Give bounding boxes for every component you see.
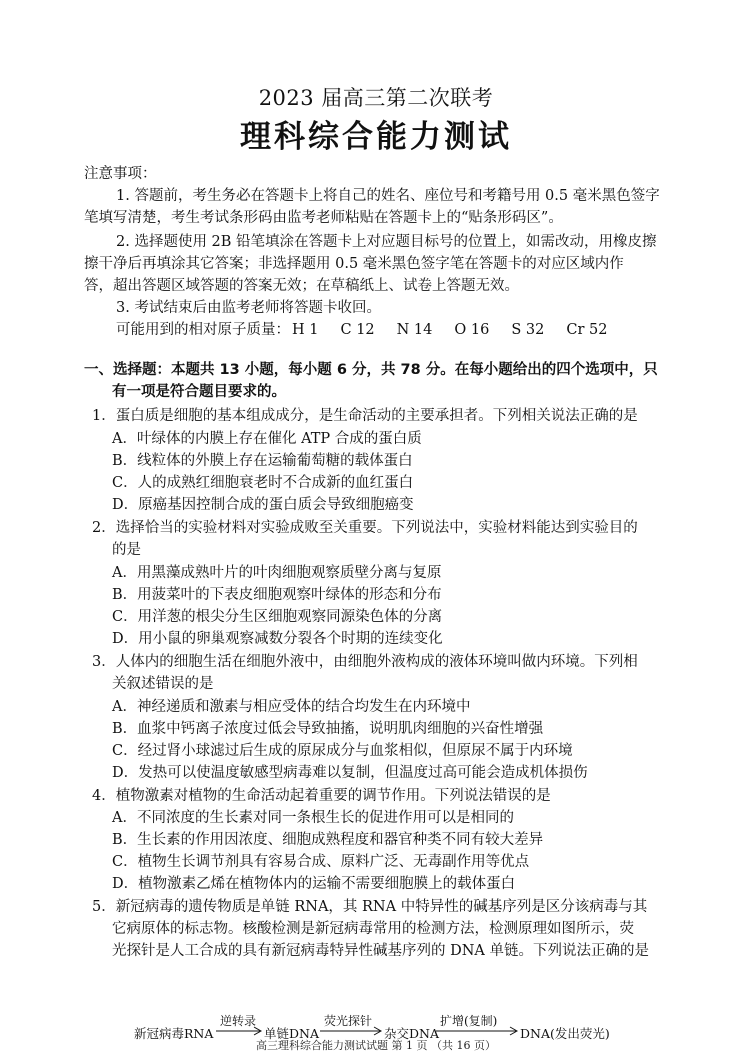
option: C．植物生长调节剂具有容易合成、原料广泛、无毒副作用等优点 bbox=[112, 854, 530, 870]
notes-line: 答，超出答题区域答题的答案无效；在草稿纸上、试卷上答题无效。 bbox=[84, 278, 519, 294]
atomic-mass: Cr 52 bbox=[566, 322, 608, 338]
option: B．用菠菜叶的下表皮细胞观察叶绿体的形态和分布 bbox=[112, 587, 442, 603]
option: A．不同浓度的生长素对同一条根生长的促进作用可以是相同的 bbox=[112, 810, 514, 826]
question-stem: 1．蛋白质是细胞的基本组成成分，是生命活动的主要承担者。下列相关说法正确的是 bbox=[92, 408, 638, 424]
notes-heading: 注意事项： bbox=[84, 166, 157, 182]
flow-node-rna: 新冠病毒RNA bbox=[134, 1026, 214, 1041]
option: B．血浆中钙离子浓度过低会导致抽搐，说明肌肉细胞的兴奋性增强 bbox=[112, 721, 544, 737]
flow-label-amplify: 扩增(复制) bbox=[440, 1014, 498, 1028]
atomic-mass: H 1 bbox=[292, 322, 319, 338]
option: A．用黑藻成熟叶片的叶肉细胞观察质壁分离与复原 bbox=[112, 565, 442, 581]
question-stem: 4．植物激素对植物的生命活动起着重要的调节作用。下列说法错误的是 bbox=[92, 788, 551, 804]
notes-line: 1. 答题前，考生务必在答题卡上将自己的姓名、座位号和考籍号用 0.5 毫米黑色签字 bbox=[116, 188, 660, 204]
flow-node-hybrid-dna: 杂交DNA bbox=[384, 1026, 439, 1041]
question-stem-cont: 关叙述错误的是 bbox=[112, 676, 214, 692]
question-stem-cont: 它病原体的标志物。核酸检测是新冠病毒常用的检测方法，检测原理如图所示，荧 bbox=[112, 921, 634, 937]
option: D．发热可以使温度敏感型病毒难以复制，但温度过高可能会造成机体损伤 bbox=[112, 765, 588, 781]
question-stem: 5．新冠病毒的遗传物质是单链 RNA，其 RNA 中特异性的碱基序列是区分该病毒与其 bbox=[92, 899, 648, 915]
option: D．原癌基因控制合成的蛋白质会导致细胞癌变 bbox=[112, 497, 414, 513]
option: C．人的成熟红细胞衰老时不合成新的血红蛋白 bbox=[112, 475, 414, 491]
question-stem-cont: 光探针是人工合成的具有新冠病毒特异性碱基序列的 DNA 单链。下列说法正确的是 bbox=[112, 943, 649, 959]
option: D．用小鼠的卵巢观察减数分裂各个时期的连续变化 bbox=[112, 631, 443, 647]
question-stem-cont: 的是 bbox=[112, 542, 141, 558]
notes-line: 3. 考试结束后由监考老师将答题卡收回。 bbox=[116, 300, 381, 316]
section-heading-cont: 有一项是符合题目要求的。 bbox=[112, 384, 286, 400]
exam-title: 2023 届高三第二次联考 bbox=[258, 86, 494, 110]
notes-line: 擦干净后再填涂其它答案；非选择题用 0.5 毫米黑色签字笔在答题卡的对应区域内作 bbox=[84, 256, 624, 272]
atomic-mass: O 16 bbox=[454, 322, 490, 338]
section-heading: 一、选择题：本题共 13 小题，每小题 6 分，共 78 分。在每小题给出的四个选项中，只 bbox=[84, 362, 658, 378]
flow-node-ssdna: 单链DNA bbox=[264, 1026, 319, 1041]
atomic-mass-label: 可能用到的相对原子质量： bbox=[116, 322, 290, 338]
flow-node-dna-fluorescence: DNA(发出荧光) bbox=[520, 1026, 610, 1041]
atomic-mass: S 32 bbox=[511, 322, 545, 338]
atomic-mass: N 14 bbox=[396, 322, 433, 338]
option: B．线粒体的外膜上存在运输葡萄糖的载体蛋白 bbox=[112, 453, 413, 469]
option: B．生长素的作用因浓度、细胞成熟程度和器官种类不同有较大差异 bbox=[112, 832, 544, 848]
option: A．叶绿体的内膜上存在催化 ATP 合成的蛋白质 bbox=[112, 431, 422, 447]
question-stem: 2．选择恰当的实验材料对实验成败至关重要。下列说法中，实验材料能达到实验目的 bbox=[92, 520, 638, 536]
notes-line: 笔填写清楚，考生考试条形码由监考老师粘贴在答题卡上的“贴条形码区”。 bbox=[84, 210, 563, 226]
notes-line: 2. 选择题使用 2B 铅笔填涂在答题卡上对应题目标号的位置上，如需改动，用橡皮擦 bbox=[116, 234, 657, 250]
option: C．用洋葱的根尖分生区细胞观察同源染色体的分离 bbox=[112, 609, 443, 625]
flow-label-reverse-transcription: 逆转录 bbox=[220, 1014, 257, 1028]
atomic-mass: C 12 bbox=[340, 322, 375, 338]
question-stem: 3．人体内的细胞生活在细胞外液中，由细胞外液构成的液体环境叫做内环境。下列相 bbox=[92, 654, 638, 670]
option: D．植物激素乙烯在植物体内的运输不需要细胞膜上的载体蛋白 bbox=[112, 876, 516, 892]
flow-label-probe: 荧光探针 bbox=[324, 1014, 373, 1028]
option: A．神经递质和激素与相应受体的结合均发生在内环境中 bbox=[112, 699, 471, 715]
subject-title: 理科综合能力测试 bbox=[240, 119, 512, 155]
atomic-masses bbox=[116, 320, 629, 340]
page-footer: 高三理科综合能力测试试题 第 1 页 （共 16 页） bbox=[256, 1039, 496, 1052]
option: C．经过肾小球滤过后生成的原尿成分与血浆相似，但原尿不属于内环境 bbox=[112, 743, 573, 759]
